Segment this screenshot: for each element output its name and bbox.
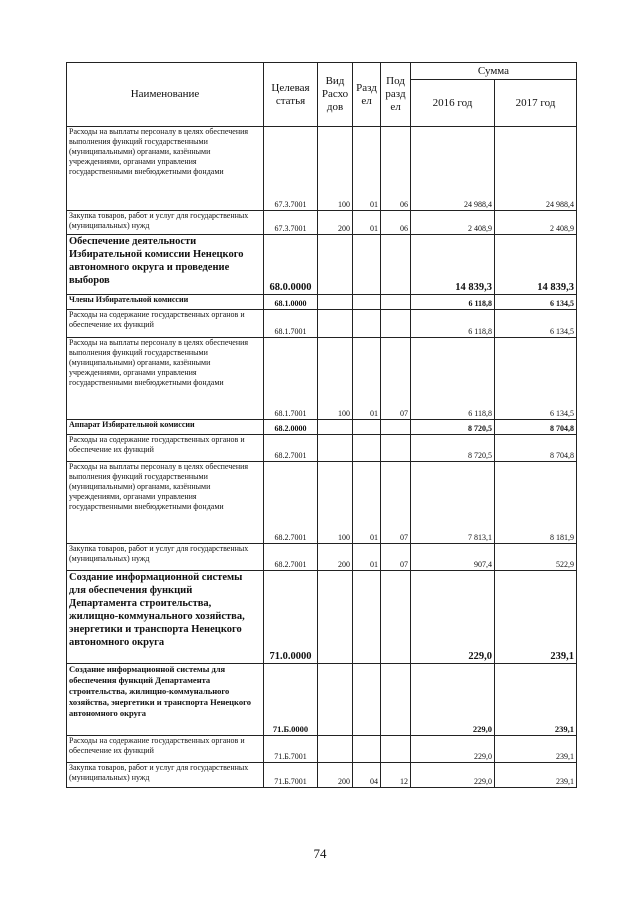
row-subsection: 12	[381, 763, 411, 788]
table-body	[67, 127, 577, 788]
row-subsection: 07	[381, 462, 411, 544]
row-amount-2017: 14 839,3	[495, 235, 577, 295]
row-amount-2016: 7 813,1	[411, 462, 495, 544]
row-subsection	[381, 736, 411, 763]
budget-table	[66, 62, 577, 788]
row-kind	[318, 310, 353, 338]
row-section	[353, 435, 381, 462]
row-name: Расходы на содержание государственных органов и обеспечение их функций	[67, 435, 264, 462]
row-target: 71.0.0000	[264, 571, 318, 664]
row-amount-2017: 239,1	[495, 736, 577, 763]
row-amount-2016: 229,0	[411, 763, 495, 788]
row-amount-2016: 8 720,5	[411, 435, 495, 462]
row-subsection	[381, 420, 411, 435]
row-amount-2016: 229,0	[411, 664, 495, 736]
row-section	[353, 295, 381, 310]
row-section: 01	[353, 544, 381, 571]
row-kind: 100	[318, 127, 353, 211]
row-kind: 200	[318, 211, 353, 235]
row-section: 01	[353, 462, 381, 544]
row-name: Создание информационной системы для обеспечения функций Департамента строительства, жилищно-коммунального хозяйства, энергетики и транспорта Ненецкого автономного округа	[67, 664, 264, 736]
row-section	[353, 571, 381, 664]
row-target: 68.2.7001	[264, 462, 318, 544]
row-target: 68.0.0000	[264, 235, 318, 295]
header-kind: Вид Расхо дов	[318, 63, 353, 127]
row-name: Члены Избирательной комиссии	[67, 295, 264, 310]
table-row	[67, 571, 577, 664]
page-number: 74	[313, 846, 327, 861]
row-amount-2016: 229,0	[411, 736, 495, 763]
row-target: 68.1.0000	[264, 295, 318, 310]
row-amount-2017: 6 134,5	[495, 310, 577, 338]
header-year-2016: 2016 год	[411, 80, 495, 127]
row-kind	[318, 435, 353, 462]
row-amount-2017: 24 988,4	[495, 127, 577, 211]
row-subsection	[381, 295, 411, 310]
row-name: Расходы на выплаты персоналу в целях обеспечения выполнения функций государственными (муниципальными) органами, казёнными учреждениями, органами управления государственными внебюджетными фондами	[67, 338, 264, 420]
row-subsection	[381, 310, 411, 338]
row-amount-2017: 8 704,8	[495, 435, 577, 462]
row-amount-2016: 907,4	[411, 544, 495, 571]
row-amount-2016: 6 118,8	[411, 338, 495, 420]
row-kind: 200	[318, 544, 353, 571]
header-name: Наименование	[67, 63, 264, 127]
table-row	[67, 310, 577, 338]
table-row	[67, 338, 577, 420]
row-amount-2017: 239,1	[495, 664, 577, 736]
row-name: Закупка товаров, работ и услуг для государственных (муниципальных) нужд	[67, 763, 264, 788]
row-subsection	[381, 435, 411, 462]
row-kind: 100	[318, 462, 353, 544]
row-subsection	[381, 235, 411, 295]
header-year-2017: 2017 год	[495, 80, 577, 127]
row-name: Закупка товаров, работ и услуг для государственных (муниципальных) нужд	[67, 211, 264, 235]
row-amount-2016: 8 720,5	[411, 420, 495, 435]
table-row	[67, 127, 577, 211]
row-target: 71.Б.7001	[264, 736, 318, 763]
row-name: Создание информационной системы для обеспечения функций Департамента строительства, жилищно-коммунального хозяйства, энергетики и транспорта Ненецкого автономного округа	[67, 571, 264, 664]
row-subsection	[381, 664, 411, 736]
row-name: Закупка товаров, работ и услуг для государственных (муниципальных) нужд	[67, 544, 264, 571]
row-target: 68.2.0000	[264, 420, 318, 435]
row-amount-2016: 14 839,3	[411, 235, 495, 295]
row-section: 04	[353, 763, 381, 788]
header-section: Разд ел	[353, 63, 381, 127]
row-target: 68.2.7001	[264, 435, 318, 462]
table-header	[67, 63, 577, 127]
row-kind	[318, 736, 353, 763]
row-section	[353, 235, 381, 295]
row-name: Расходы на выплаты персоналу в целях обеспечения выполнения функций государственными (муниципальными) органами, казёнными учреждениями, органами управления государственными внебюджетными фондами	[67, 462, 264, 544]
row-target: 71.Б.7001	[264, 763, 318, 788]
table-row	[67, 435, 577, 462]
row-amount-2017: 8 181,9	[495, 462, 577, 544]
row-amount-2016: 24 988,4	[411, 127, 495, 211]
table-row	[67, 462, 577, 544]
row-target: 68.1.7001	[264, 338, 318, 420]
table-row	[67, 235, 577, 295]
row-target: 67.3.7001	[264, 211, 318, 235]
row-section: 01	[353, 127, 381, 211]
row-section	[353, 664, 381, 736]
row-target: 68.1.7001	[264, 310, 318, 338]
row-name: Расходы на содержание государственных органов и обеспечение их функций	[67, 736, 264, 763]
row-kind: 200	[318, 763, 353, 788]
row-section	[353, 310, 381, 338]
table-row	[67, 420, 577, 435]
row-amount-2017: 239,1	[495, 571, 577, 664]
table-row	[67, 664, 577, 736]
row-subsection: 07	[381, 338, 411, 420]
row-kind	[318, 664, 353, 736]
row-section: 01	[353, 211, 381, 235]
row-section: 01	[353, 338, 381, 420]
row-name: Расходы на выплаты персоналу в целях обеспечения выполнения функций государственными (муниципальными) органами, казёнными учреждениями, органами управления государственными внебюджетными фондами	[67, 127, 264, 211]
row-kind: 100	[318, 338, 353, 420]
row-amount-2017: 522,9	[495, 544, 577, 571]
row-subsection: 07	[381, 544, 411, 571]
row-amount-2016: 229,0	[411, 571, 495, 664]
row-amount-2016: 2 408,9	[411, 211, 495, 235]
header-sum: Сумма	[411, 63, 577, 80]
row-kind	[318, 420, 353, 435]
row-section	[353, 420, 381, 435]
row-amount-2016: 6 118,8	[411, 310, 495, 338]
row-subsection: 06	[381, 211, 411, 235]
row-name: Аппарат Избирательной комиссии	[67, 420, 264, 435]
table-row	[67, 295, 577, 310]
row-target: 68.2.7001	[264, 544, 318, 571]
row-subsection	[381, 571, 411, 664]
row-name: Обеспечение деятельности Избирательной комиссии Ненецкого автономного округа и проведение выборов	[67, 235, 264, 295]
row-kind	[318, 235, 353, 295]
row-kind	[318, 295, 353, 310]
row-target: 67.3.7001	[264, 127, 318, 211]
row-name: Расходы на содержание государственных органов и обеспечение их функций	[67, 310, 264, 338]
table-row	[67, 763, 577, 788]
row-amount-2017: 239,1	[495, 763, 577, 788]
header-target: Целевая статья	[264, 63, 318, 127]
row-subsection: 06	[381, 127, 411, 211]
row-section	[353, 736, 381, 763]
row-amount-2017: 8 704,8	[495, 420, 577, 435]
header-subsection: Под разд ел	[381, 63, 411, 127]
row-target: 71.Б.0000	[264, 664, 318, 736]
row-kind	[318, 571, 353, 664]
row-amount-2017: 6 134,5	[495, 338, 577, 420]
table-row	[67, 736, 577, 763]
row-amount-2016: 6 118,8	[411, 295, 495, 310]
table-row	[67, 211, 577, 235]
table-row	[67, 544, 577, 571]
row-amount-2017: 2 408,9	[495, 211, 577, 235]
row-amount-2017: 6 134,5	[495, 295, 577, 310]
